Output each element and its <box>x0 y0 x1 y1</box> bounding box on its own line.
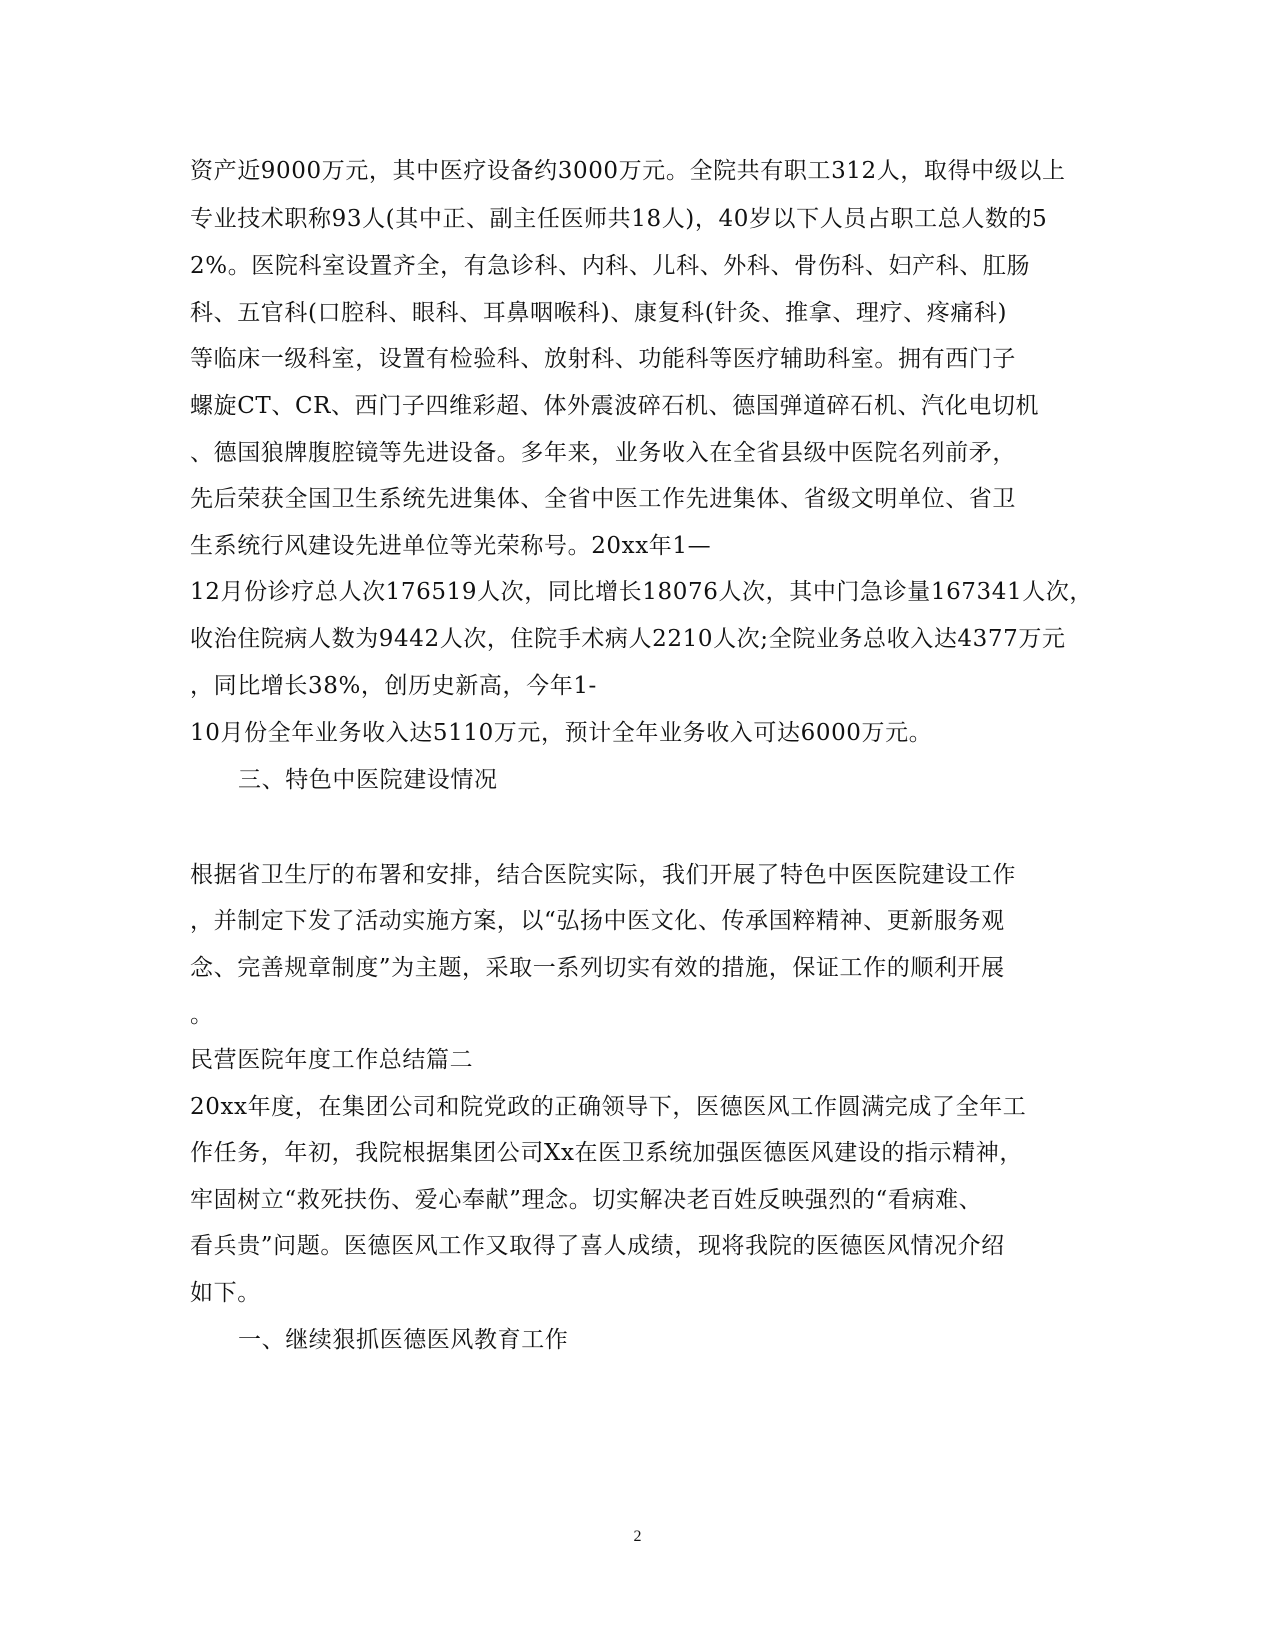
body-text-line: 螺旋CT、CR、西门子四维彩超、体外震波碎石机、德国弹道碎石机、汽化电切机 <box>190 393 1040 419</box>
body-text-line: 看兵贵”问题。医德医风工作又取得了喜人成绩，现将我院的医德医风情况介绍 <box>190 1233 1005 1259</box>
body-text-line: 等临床一级科室，设置有检验科、放射科、功能科等医疗辅助科室。拥有西门子 <box>190 346 1016 372</box>
body-text-line: 牢固树立“救死扶伤、爱心奉献”理念。切实解决老百姓反映强烈的“看病难、 <box>190 1187 983 1213</box>
page-number: 2 <box>633 1528 642 1545</box>
body-text-line: 专业技术职称93人(其中正、副主任医师共18人)，40岁以下人员占职工总人数的5 <box>190 206 1048 232</box>
body-text-line: 20xx年度，在集团公司和院党政的正确领导下，医德医风工作圆满完成了全年工 <box>190 1094 1027 1120</box>
body-text-line: 、德国狼牌腹腔镜等先进设备。多年来，业务收入在全省县级中医院名列前矛， <box>190 440 1016 466</box>
body-text-line: 10月份全年业务收入达5110万元，预计全年业务收入可达6000万元。 <box>190 720 933 746</box>
body-text-line: 先后荣获全国卫生系统先进集体、全省中医工作先进集体、省级文明单位、省卫 <box>190 486 1016 512</box>
body-text-line: 12月份诊疗总人次176519人次，同比增长18076人次，其中门急诊量167341人次， <box>190 579 1094 605</box>
body-text-line: 作任务，年初，我院根据集团公司Xx在医卫系统加强医德医风建设的指示精神， <box>190 1140 1023 1166</box>
body-text-line: 。 <box>190 1002 214 1028</box>
body-text-line: 资产近9000万元，其中医疗设备约3000万元。全院共有职工312人，取得中级以上 <box>190 158 1066 184</box>
body-text-line: ，同比增长38%，创历史新高，今年1- <box>190 673 597 699</box>
body-text-line: 科、五官科(口腔科、眼科、耳鼻咽喉科)、康复科(针灸、推拿、理疗、疼痛科) <box>190 300 1008 326</box>
body-text-line: 如下。 <box>190 1280 261 1306</box>
body-text-line: 2%。医院科室设置齐全，有急诊科、内科、儿科、外科、骨伤科、妇产科、肛肠 <box>190 253 1031 279</box>
section-heading: 三、特色中医院建设情况 <box>238 767 498 793</box>
body-text-line: ，并制定下发了活动实施方案，以“弘扬中医文化、传承国粹精神、更新服务观 <box>190 908 1005 934</box>
article-title: 民营医院年度工作总结篇二 <box>190 1047 474 1073</box>
body-text-line: 根据省卫生厅的布署和安排，结合医院实际，我们开展了特色中医医院建设工作 <box>190 862 1016 888</box>
section-heading: 一、继续狠抓医德医风教育工作 <box>238 1327 569 1353</box>
body-text-line: 生系统行风建设先进单位等光荣称号。20xx年1— <box>190 533 712 559</box>
body-text-line: 念、完善规章制度”为主题，采取一系列切实有效的措施，保证工作的顺利开展 <box>190 955 1005 981</box>
body-text-line: 收治住院病人数为9442人次，住院手术病人2210人次;全院业务总收入达4377万元 <box>190 626 1066 652</box>
